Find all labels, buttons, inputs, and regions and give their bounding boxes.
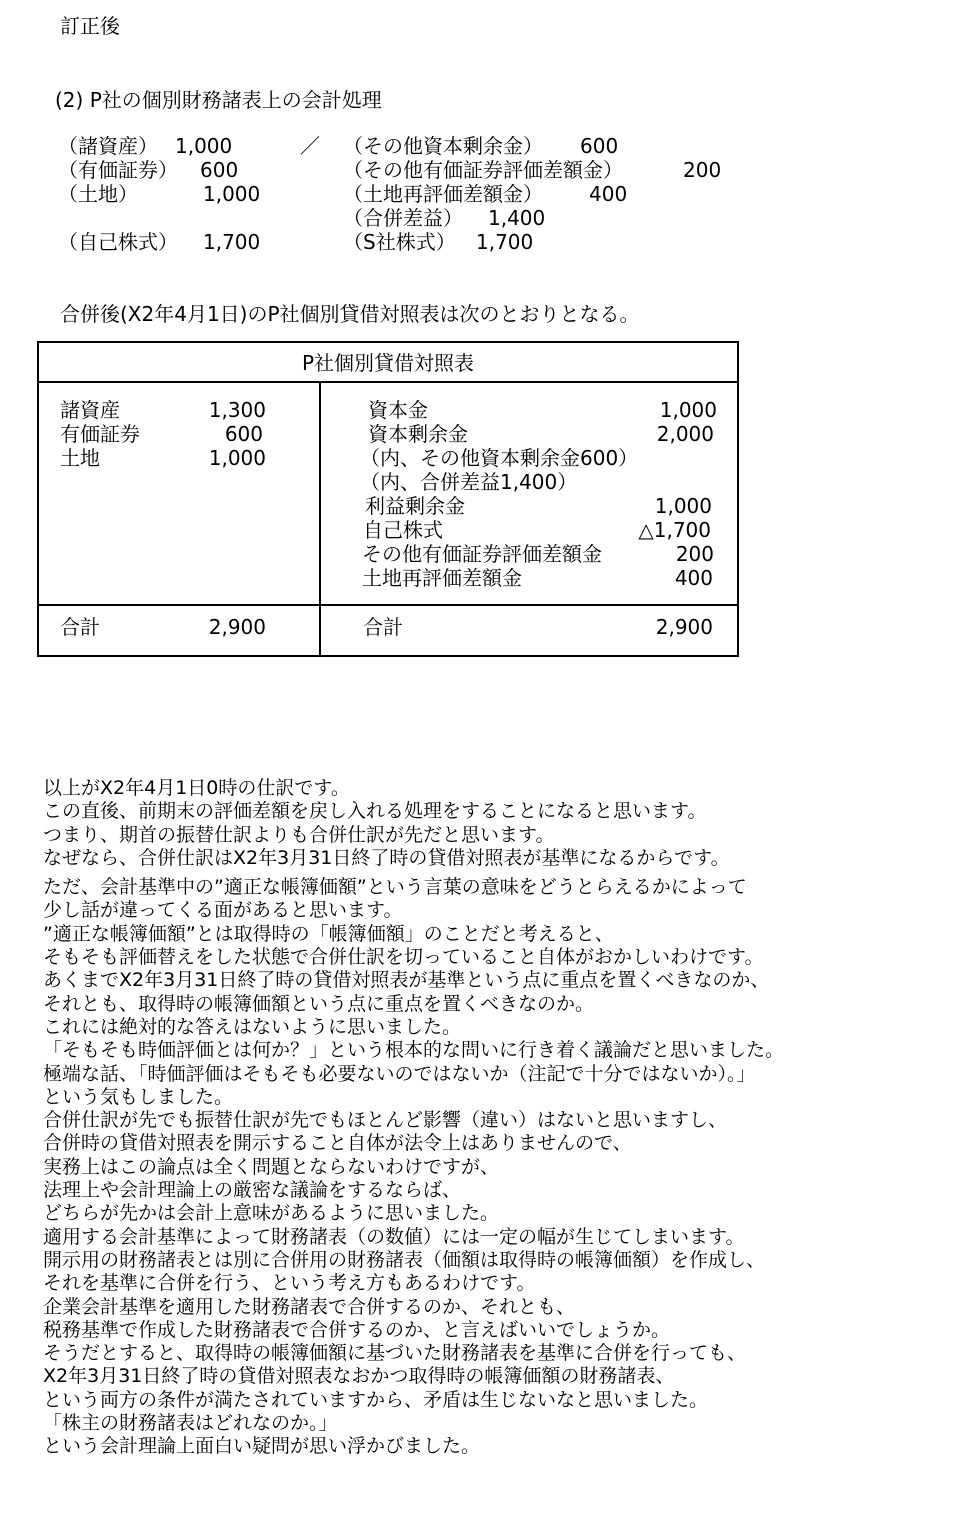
equity-label: 資本金 — [368, 398, 428, 422]
body-line: 法理上や会計理論上の厳密な議論をするならば、 — [43, 1179, 462, 1202]
journal-credit-amount: 200 — [683, 158, 722, 182]
total-left-value: 2,900 — [208, 615, 266, 639]
asset-label: 土地 — [60, 446, 100, 470]
body-line: 「株主の財務諸表はどれなのか。」 — [43, 1412, 338, 1435]
commentary-body — [43, 777, 963, 1459]
journal-debit-amount: 1,000 — [175, 134, 233, 158]
journal-credit-account: （その他資本剰余金） — [343, 134, 543, 158]
body-line: 適用する会計基準によって財務諸表（の数値）には一定の幅が生じてしまいます。 — [43, 1225, 745, 1248]
equity-note: （内、その他資本剰余金600） — [360, 446, 639, 470]
journal-credit-amount: 600 — [580, 134, 619, 158]
asset-value: 1,000 — [208, 446, 266, 470]
equity-label: その他有価証券評価差額金 — [362, 542, 602, 566]
body-line: どちらが先かは会計上意味があるように思いました。 — [43, 1202, 500, 1225]
equity-label: 自己株式 — [363, 518, 443, 542]
body-line: 合併時の貸借対照表を開示すること自体が法令上はありませんので、 — [43, 1132, 632, 1155]
body-line: X2年3月31日終了時の貸借対照表なおかつ取得時の帳簿価額の財務諸表、 — [43, 1365, 675, 1388]
body-line: 合併仕訳が先でも振替仕訳が先でもほとんど影響（違い）はないと思いますし、 — [43, 1109, 728, 1132]
journal-credit-account: （その他有価証券評価差額金） — [343, 158, 623, 182]
body-line: つまり、期首の振替仕訳よりも合併仕訳が先だと思います。 — [43, 823, 555, 846]
journal-debit-amount: 600 — [200, 158, 239, 182]
journal-debit-amount: 1,700 — [203, 230, 261, 254]
equity-value: 200 — [675, 542, 714, 566]
equity-value: △1,700 — [638, 518, 711, 542]
body-line: 実務上はこの論点は全く問題とならないわけですが、 — [43, 1155, 500, 1178]
title-divider — [39, 381, 737, 383]
total-right-value: 2,900 — [655, 615, 713, 639]
body-line: それを基準に合併を行う、という考え方もあるわけです。 — [43, 1272, 536, 1295]
journal-debit-account: （有価証券） — [58, 158, 178, 182]
asset-value: 600 — [224, 422, 263, 446]
equity-value: 2,000 — [656, 422, 714, 446]
total-right-label: 合計 — [363, 615, 403, 639]
journal-debit-account: （諸資産） — [58, 134, 158, 158]
journal-credit-amount: 1,700 — [476, 230, 534, 254]
journal-credit-account: （合併差益） — [343, 206, 463, 230]
body-line: という会計理論上面白い疑問が思い浮かびました。 — [43, 1435, 481, 1458]
equity-value: 1,000 — [659, 398, 717, 422]
body-line: そもそも評価替えをした状態で合併仕訳を切っていること自体がおかしいわけです。 — [43, 946, 764, 969]
journal-credit-account: （S社株式） — [343, 230, 456, 254]
equity-value: 1,000 — [654, 494, 712, 518]
balance-sheet-title: P社個別貸借対照表 — [301, 351, 475, 375]
body-line: これには絶対的な答えはないように思いました。 — [43, 1015, 462, 1038]
journal-debit-account: （自己株式） — [58, 230, 178, 254]
asset-label: 有価証券 — [60, 422, 140, 446]
section-title: (2) P社の個別財務諸表上の会計処理 — [55, 88, 382, 112]
journal-separator: ／ — [300, 134, 320, 158]
journal-debit-account: （土地） — [58, 182, 138, 206]
total-divider — [39, 604, 737, 606]
equity-label: 利益剰余金 — [365, 494, 465, 518]
body-line: それとも、取得時の帳簿価額という点に重点を置くべきなのか。 — [43, 992, 595, 1015]
journal-credit-amount: 1,400 — [488, 206, 546, 230]
journal-credit-account: （土地再評価差額金） — [343, 182, 543, 206]
body-line: 「そもそも時価評価とは何か？」という根本的な問いに行き着く議論だと思いました。 — [43, 1039, 785, 1062]
equity-note: （内、合併差益1,400） — [360, 470, 578, 494]
body-line: 極端な話、「時価評価はそもそも必要ないのではないか（注記で十分ではないか）。」 — [43, 1062, 756, 1085]
body-line: あくまでX2年3月31日終了時の貸借対照表が基準という点に重点を置くべきなのか、 — [43, 969, 770, 992]
body-line: この直後、前期末の評価差額を戻し入れる処理をすることになると思います。 — [43, 800, 707, 823]
body-line: なぜなら、合併仕訳はX2年3月31日終了時の貸借対照表が基準になるからです。 — [43, 846, 730, 869]
body-line: 企業会計基準を適用した財務諸表で合併するのか、それとも、 — [43, 1295, 576, 1318]
body-line: ”適正な帳簿価額”とは取得時の「帳簿価額」のことだと考えると、 — [43, 922, 614, 945]
journal-debit-amount: 1,000 — [203, 182, 261, 206]
equity-label: 資本剰余金 — [368, 422, 468, 446]
column-divider — [319, 381, 321, 655]
body-line: ただ、会計基準中の”適正な帳簿価額”という言葉の意味をどうとらえるかによって — [43, 876, 747, 899]
body-line: 税務基準で作成した財務諸表で合併するのか、と言えばいいでしょうか。 — [43, 1318, 671, 1341]
body-line: という気もしました。 — [43, 1085, 234, 1108]
body-line: 少し話が違ってくる面があると思います。 — [43, 899, 403, 922]
body-line: という両方の条件が満たされていますから、矛盾は生じないなと思いました。 — [43, 1388, 709, 1411]
equity-value: 400 — [674, 566, 713, 590]
body-line: 以上がX2年4月1日0時の仕訳です。 — [43, 777, 350, 799]
asset-label: 諸資産 — [60, 398, 120, 422]
body-line: そうだとすると、取得時の帳簿価額に基づいた財務諸表を基準に合併を行っても、 — [43, 1342, 747, 1365]
body-line: 開示用の財務諸表とは別に合併用の財務諸表（価額は取得時の帳簿価額）を作成し、 — [43, 1248, 766, 1271]
total-left-label: 合計 — [60, 615, 100, 639]
page-heading: 訂正後 — [60, 14, 120, 38]
asset-value: 1,300 — [208, 398, 266, 422]
equity-label: 土地再評価差額金 — [362, 566, 522, 590]
balance-sheet-intro: 合併後(X2年4月1日)のP社個別貸借対照表は次のとおりとなる。 — [60, 302, 640, 326]
journal-credit-amount: 400 — [589, 182, 628, 206]
